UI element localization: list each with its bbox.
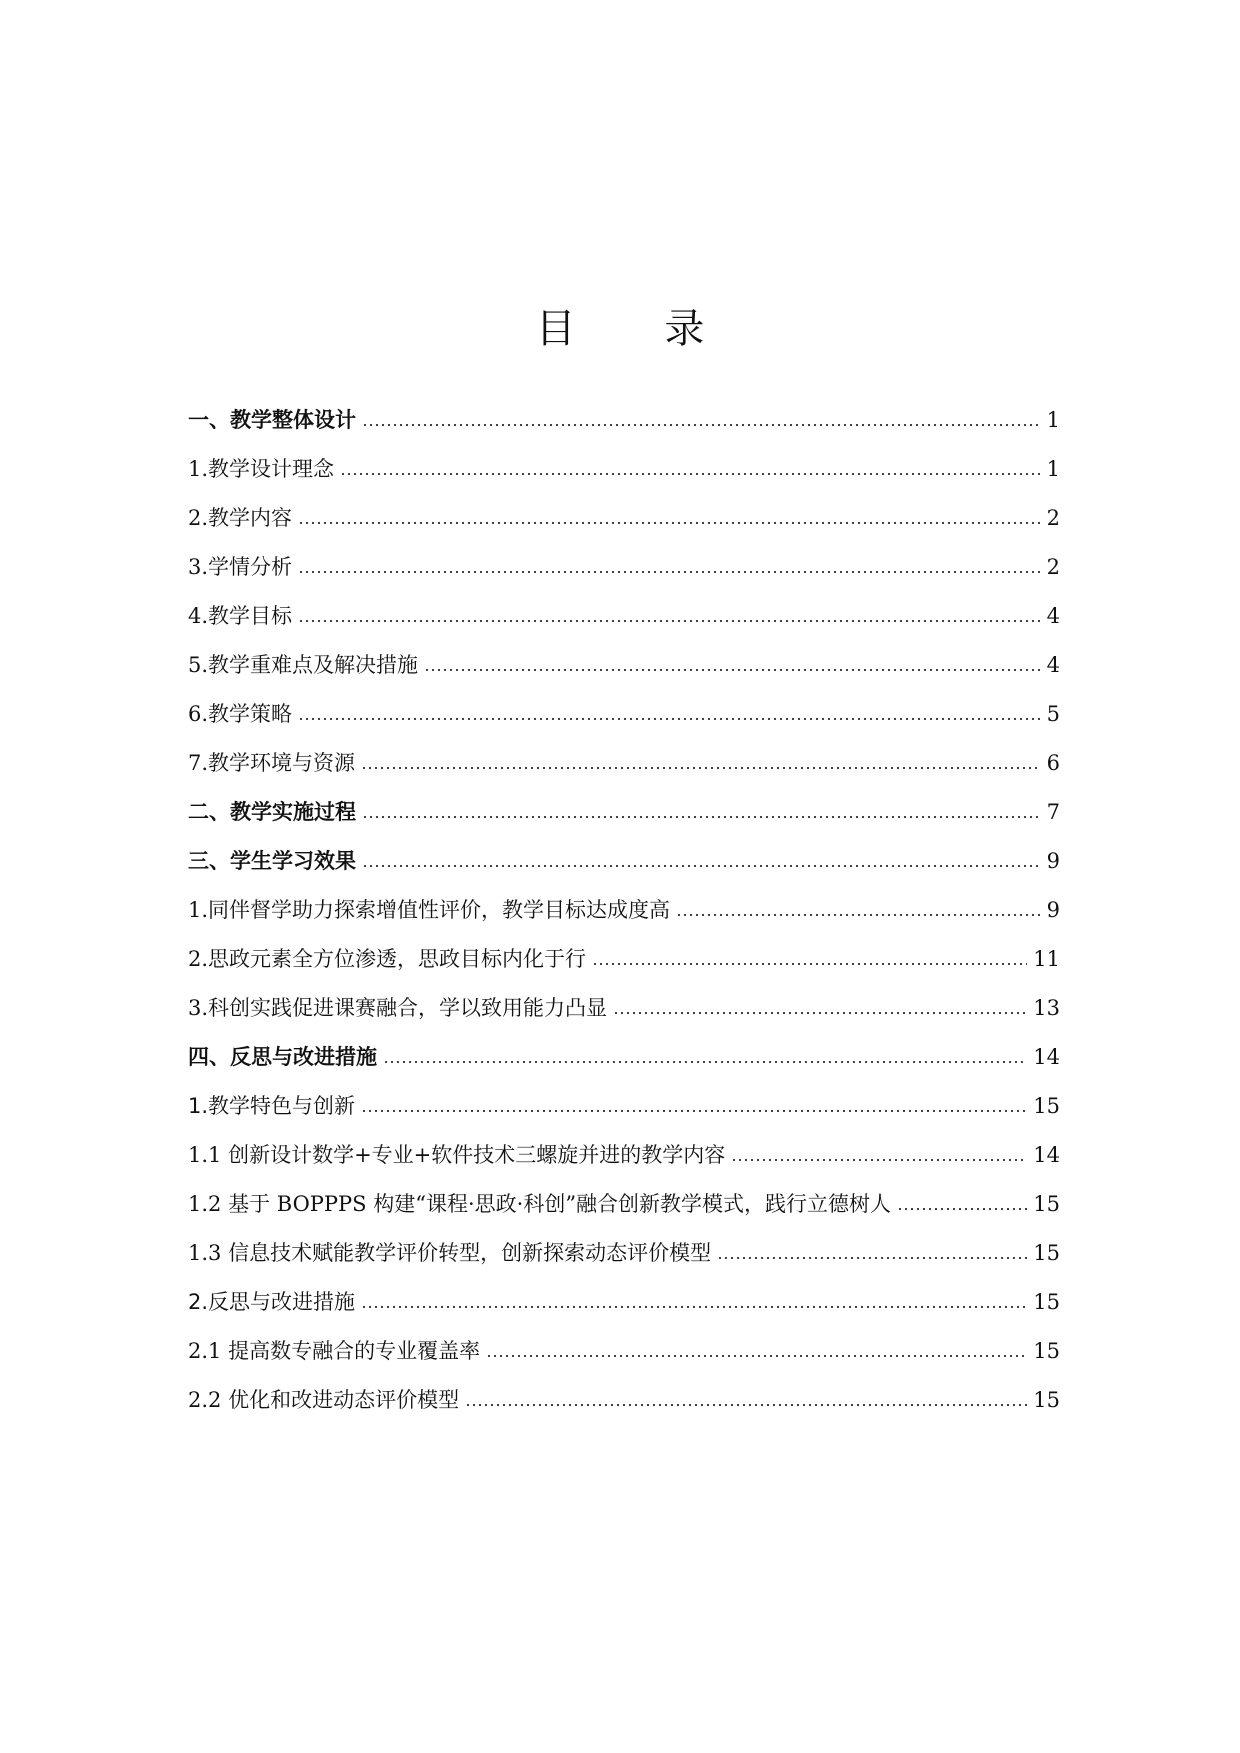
- dot-leader: [465, 1403, 1027, 1407]
- dot-leader: [298, 619, 1040, 623]
- toc-entry[interactable]: [188, 972, 1060, 1021]
- toc-entry-title: 1.教学特色与创新: [188, 1094, 356, 1118]
- toc-entry-title: 1.教学设计理念: [188, 457, 335, 481]
- toc-entry-title: 2.反思与改进措施: [188, 1290, 356, 1314]
- toc-entry-title: 二、教学实施过程: [188, 800, 356, 824]
- toc-entry-title: 3.科创实践促进课赛融合，学以致用能力凸显: [188, 996, 608, 1020]
- dot-leader: [362, 864, 1040, 868]
- toc-page-number: 15: [1033, 1339, 1060, 1363]
- toc-entry-title: 4.教学目标: [188, 604, 293, 628]
- toc-page-number: 7: [1046, 800, 1060, 824]
- dot-leader: [362, 815, 1040, 819]
- toc-entry[interactable]: [188, 923, 1060, 972]
- toc-entry[interactable]: [188, 433, 1060, 482]
- toc-entry-title: 6.教学策略: [188, 702, 293, 726]
- toc-entry[interactable]: [188, 825, 1060, 874]
- toc-entry[interactable]: [188, 1364, 1060, 1413]
- toc-entry[interactable]: [188, 580, 1060, 629]
- toc-entry[interactable]: [188, 1119, 1060, 1168]
- dot-leader: [361, 766, 1040, 770]
- dot-leader: [361, 1109, 1027, 1113]
- toc-entry-title: 2.教学内容: [188, 506, 293, 530]
- toc-entry-title: 2.2 优化和改进动态评价模型: [188, 1388, 460, 1412]
- toc-entry-title: 7.教学环境与资源: [188, 751, 356, 775]
- page-title: 目 录: [535, 305, 743, 352]
- dot-leader: [424, 668, 1040, 672]
- toc-page-number: 9: [1046, 849, 1060, 873]
- toc-page-number: 1: [1046, 457, 1060, 481]
- toc-page-number: 2: [1046, 555, 1060, 579]
- toc-entry[interactable]: [188, 727, 1060, 776]
- toc-page-number: 15: [1033, 1094, 1060, 1118]
- dot-leader: [298, 521, 1040, 525]
- toc-page-number: 14: [1033, 1045, 1060, 1069]
- toc-entry[interactable]: [188, 384, 1060, 433]
- toc-entry-title: 一、教学整体设计: [188, 408, 356, 432]
- toc-entry-title: 三、学生学习效果: [188, 849, 356, 873]
- toc-entry[interactable]: [188, 482, 1060, 531]
- toc-page-number: 2: [1046, 506, 1060, 530]
- toc-entry[interactable]: [188, 1070, 1060, 1119]
- toc-entry-title: 3.学情分析: [188, 555, 293, 579]
- toc-page-number: 6: [1046, 751, 1060, 775]
- toc-entry[interactable]: [188, 1021, 1060, 1070]
- dot-leader: [731, 1158, 1027, 1162]
- toc-entry[interactable]: [188, 629, 1060, 678]
- toc-page-number: 13: [1033, 996, 1060, 1020]
- toc-entry[interactable]: [188, 874, 1060, 923]
- dot-leader: [361, 1305, 1027, 1309]
- toc-entry[interactable]: [188, 1217, 1060, 1266]
- toc-page-number: 11: [1033, 947, 1060, 971]
- dot-leader: [298, 570, 1040, 574]
- dot-leader: [717, 1256, 1027, 1260]
- toc-page-number: 1: [1046, 408, 1060, 432]
- toc-entry-title: 1.2 基于 BOPPPS 构建“课程·思政·科创”融合创新教学模式，践行立德树人: [188, 1192, 892, 1216]
- toc-entry[interactable]: [188, 678, 1060, 727]
- dot-leader: [340, 472, 1040, 476]
- toc-entry[interactable]: [188, 1168, 1060, 1217]
- toc-entry-title: 1.3 信息技术赋能教学评价转型，创新探索动态评价模型: [188, 1241, 712, 1265]
- toc-entry-title: 2.思政元素全方位渗透，思政目标内化于行: [188, 947, 587, 971]
- dot-leader: [486, 1354, 1027, 1358]
- dot-leader: [676, 913, 1040, 917]
- table-of-contents: [188, 384, 1060, 1413]
- toc-entry[interactable]: [188, 776, 1060, 825]
- toc-entry-title: 1.1 创新设计数学+专业+软件技术三螺旋并进的教学内容: [188, 1143, 726, 1167]
- dot-leader: [592, 962, 1027, 966]
- dot-leader: [298, 717, 1040, 721]
- toc-entry[interactable]: [188, 1266, 1060, 1315]
- toc-entry-title: 四、反思与改进措施: [188, 1045, 377, 1069]
- toc-page-number: 15: [1033, 1241, 1060, 1265]
- toc-entry[interactable]: [188, 1315, 1060, 1364]
- dot-leader: [613, 1011, 1027, 1015]
- dot-leader: [897, 1207, 1027, 1211]
- toc-page-number: 15: [1033, 1388, 1060, 1412]
- toc-page-number: 5: [1046, 702, 1060, 726]
- toc-page-number: 15: [1033, 1192, 1060, 1216]
- toc-entry-title: 5.教学重难点及解决措施: [188, 653, 419, 677]
- toc-entry-title: 1.同伴督学助力探索增值性评价，教学目标达成度高: [188, 898, 671, 922]
- toc-page-number: 9: [1046, 898, 1060, 922]
- toc-entry[interactable]: [188, 531, 1060, 580]
- toc-entry-title: 2.1 提高数专融合的专业覆盖率: [188, 1339, 481, 1363]
- dot-leader: [362, 423, 1040, 427]
- dot-leader: [383, 1060, 1027, 1064]
- toc-page-number: 4: [1046, 653, 1060, 677]
- toc-page-number: 4: [1046, 604, 1060, 628]
- toc-page-number: 14: [1033, 1143, 1060, 1167]
- toc-page-number: 15: [1033, 1290, 1060, 1314]
